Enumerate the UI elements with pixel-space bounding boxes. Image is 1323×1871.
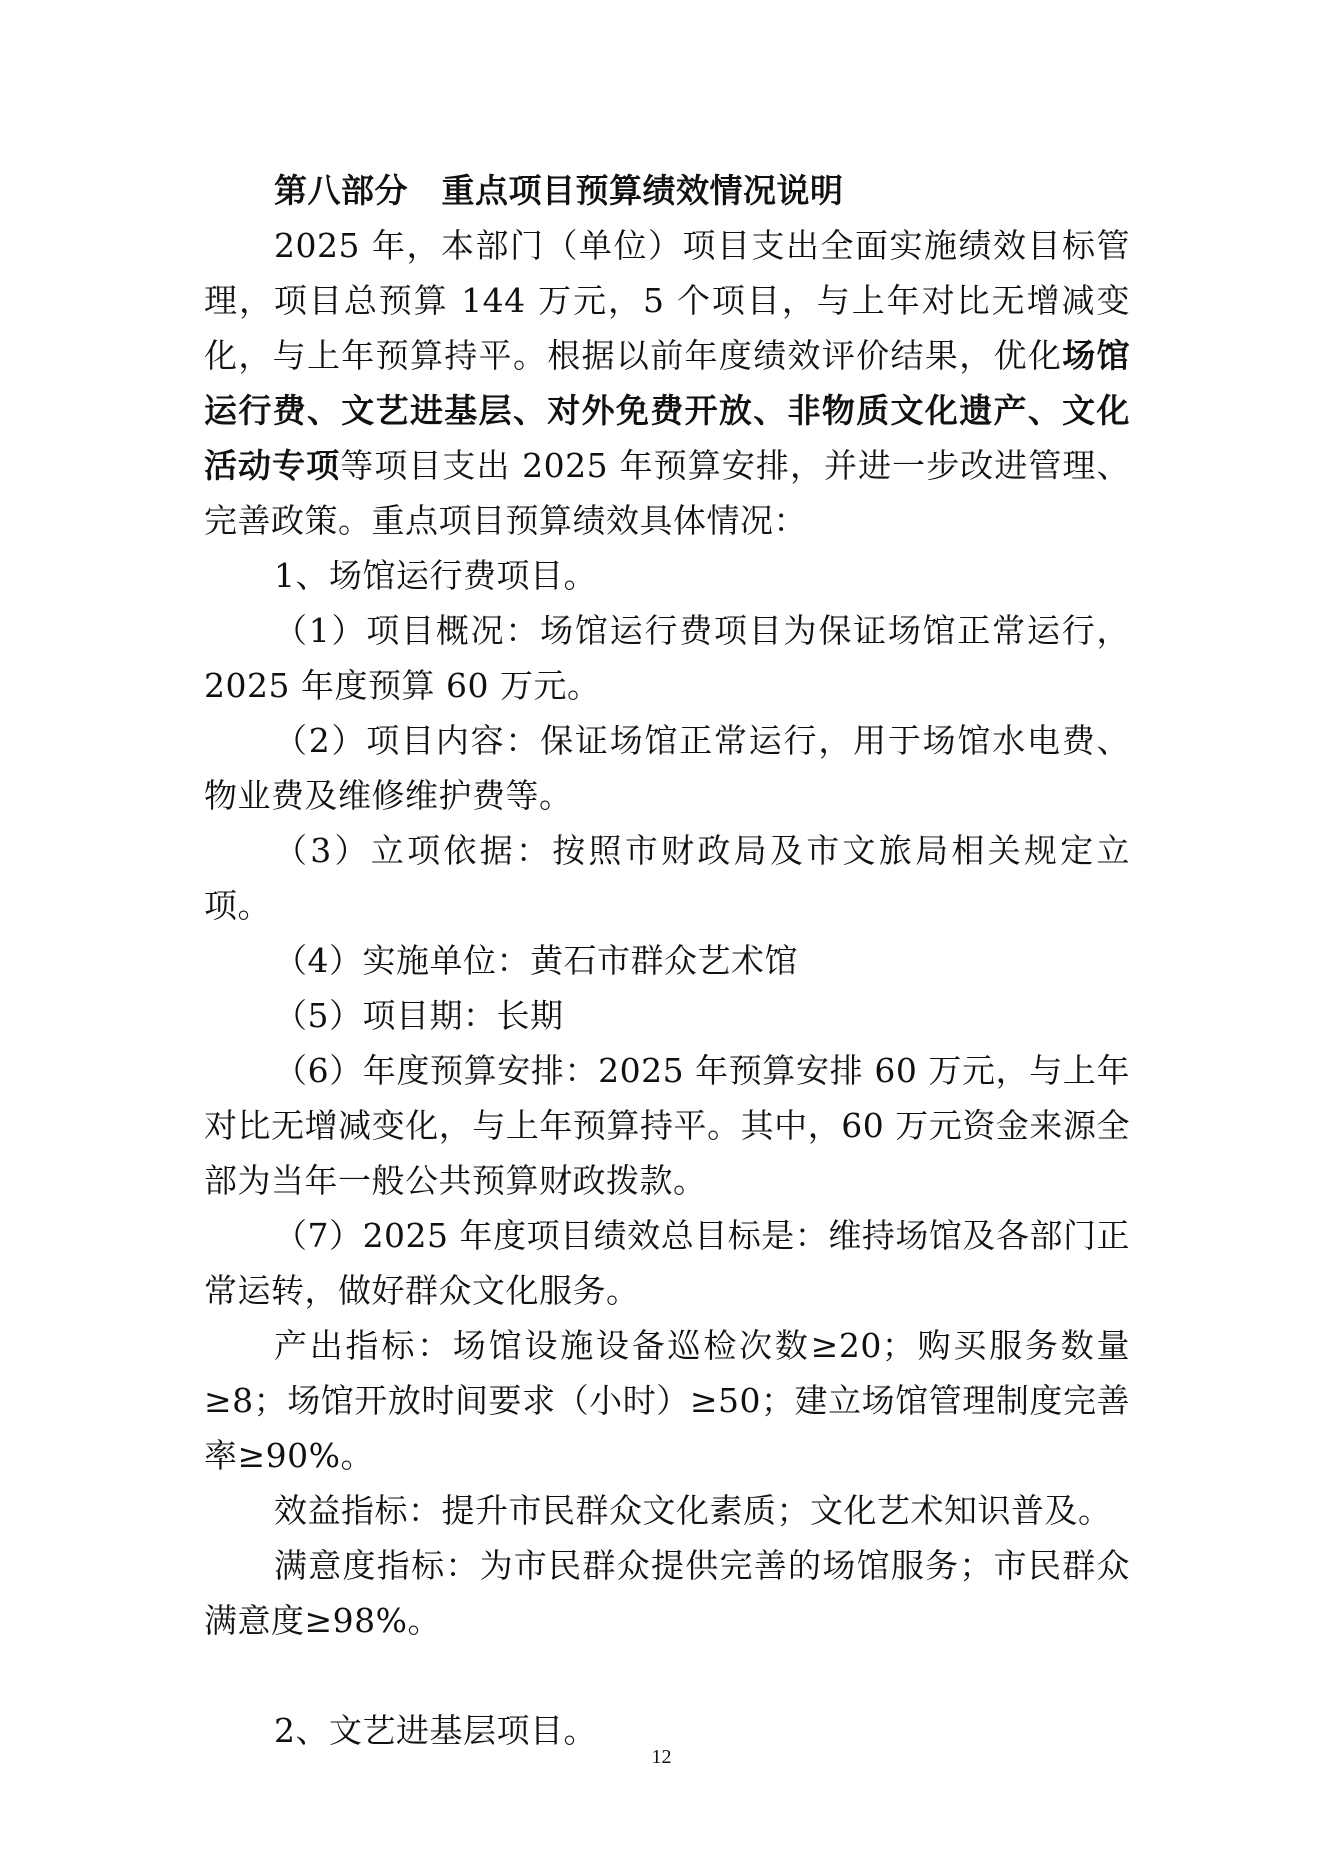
intro-text-end: 等项目支出 2025 年预算安排，并进一步改进管理、完善政策。重点项目预算绩效具体情况： [204,446,1130,540]
intro-project-list: 场馆运行费、文艺进基层、对外免费开放、非物质文化遗产、文化活动专项 [204,336,1131,485]
project-basis: （3）立项依据：按照市财政局及市文旅局相关规定立项。 [204,831,1130,925]
benefit-indicators: 效益指标：提升市民群众文化素质；文化艺术知识普及。 [274,1491,1112,1530]
page-number: 12 [651,1746,672,1768]
output-indicators: 产出指标：场馆设施设备巡检次数≥20；购买服务数量≥8；场馆开放时间要求（小时）≥50；建立场馆管理制度完善率≥90%。 [204,1326,1130,1475]
project-goal: （7）2025 年度项目绩效总目标是：维持场馆及各部门正常运转，做好群众文化服务。 [204,1216,1130,1310]
project-period: （5）项目期：长期 [274,996,564,1035]
project-title: 1、场馆运行费项目。 [274,556,597,595]
document-body [204,163,1130,1758]
section-heading: 第八部分 重点项目预算绩效情况说明 [274,171,844,210]
next-project-title: 2、文艺进基层项目。 [274,1711,597,1750]
satisfaction-indicators: 满意度指标：为市民群众提供完善的场馆服务；市民群众满意度≥98%。 [204,1546,1130,1640]
project-content: （2）项目内容：保证场馆正常运行，用于场馆水电费、物业费及维修维护费等。 [204,721,1130,815]
intro-text-start: 2025 年，本部门（单位）项目支出全面实施绩效目标管理，项目总预算 144 万元，5 个项目，与上年对比无增减变化，与上年预算持平。根据以前年度绩效评价结果，优化 [204,226,1130,375]
project-budget: （6）年度预算安排：2025 年预算安排 60 万元，与上年对比无增减变化，与上年预算持平。其中，60 万元资金来源全部为当年一般公共预算财政拨款。 [204,1051,1130,1200]
project-implementer: （4）实施单位：黄石市群众艺术馆 [274,941,798,980]
project-overview: （1）项目概况：场馆运行费项目为保证场馆正常运行，2025 年度预算 60 万元。 [204,611,1130,705]
intro-paragraph [204,218,1130,548]
